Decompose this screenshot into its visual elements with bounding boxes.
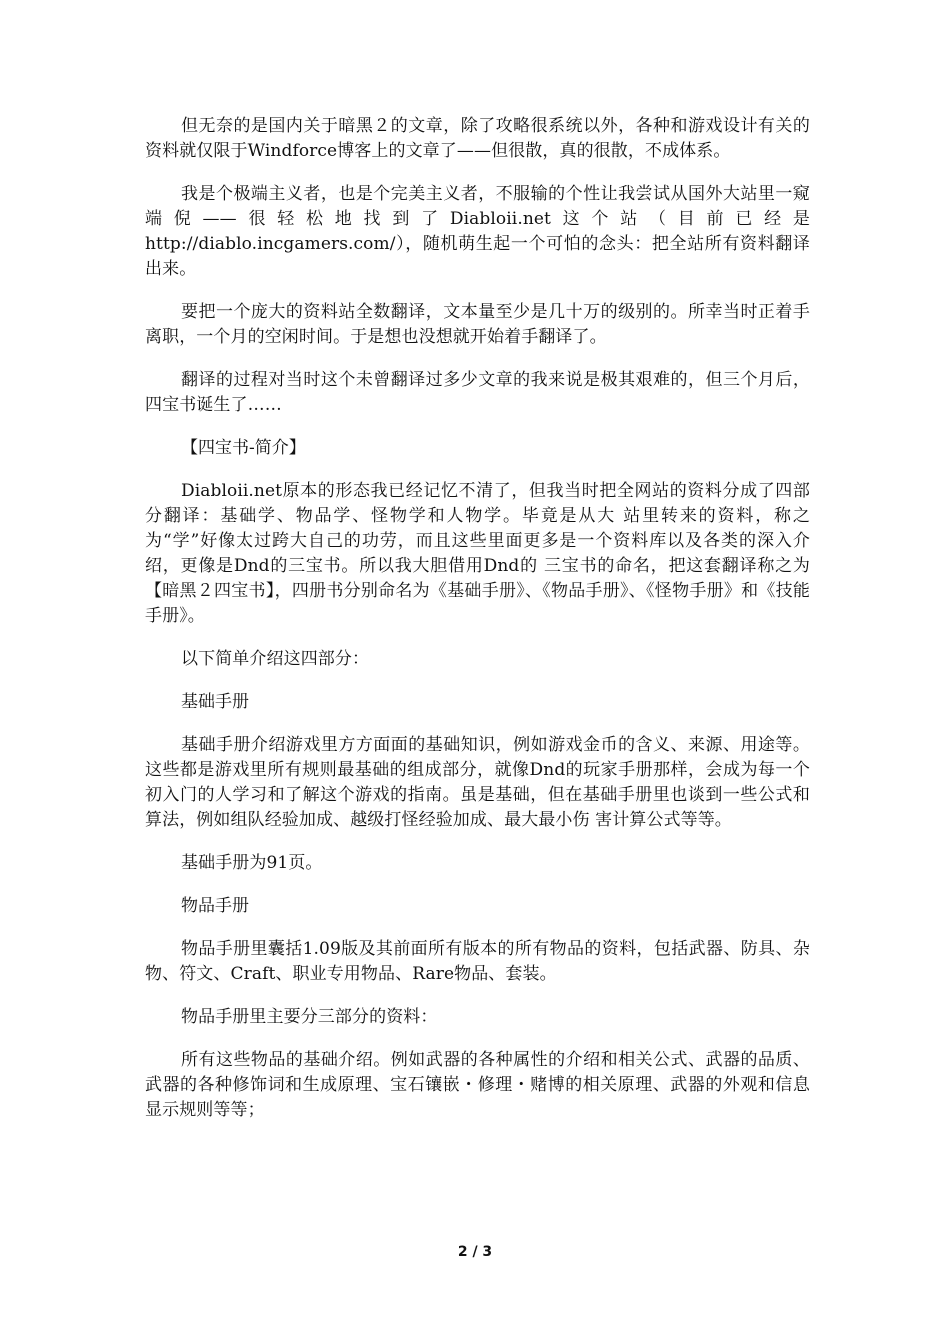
paragraph: 基础手册介绍游戏里方方面面的基础知识，例如游戏金币的含义、来源、用途等。这些都是游戏里所有规则最基础的组成部分，就像Dnd的玩家手册那样，会成为每一个初入门的人学习和了解这个游戏的指南。虽是基础，但在基础手册里也谈到一些公式和算法，例如组队经验加成、越级打怪经验加成、最大最小伤 害计算公式等等。 — [145, 735, 810, 830]
section-heading-basic-manual: 基础手册 — [181, 692, 249, 712]
paragraph: 物品手册里主要分三部分的资料： — [181, 1007, 438, 1027]
paragraph: 要把一个庞大的资料站全数翻译，文本量至少是几十万的级别的。所幸当时正着手离职，一个月的空闲时间。于是想也没想就开始着手翻译了。 — [145, 302, 810, 347]
paragraph: 所有这些物品的基础介绍。例如武器的各种属性的介绍和相关公式、武器的品质、武器的各种修饰词和生成原理、宝石镶嵌・修理・赌博的相关原理、武器的外观和信息显示规则等等； — [145, 1050, 810, 1120]
section-heading-intro: 【四宝书-简介】 — [181, 438, 306, 458]
paragraph: Diabloii.net原本的形态我已经记忆不清了，但我当时把全网站的资料分成了四部分翻译：基础学、物品学、怪物学和人物学。毕竟是从大 站里转来的资料，称之为“学”好像太过跨大自己的功劳，而且这些里面更多是一个资料库以及各类的深入介绍，更像是Dnd的三宝书。所以我大胆借用Dnd的 三宝书的命名，把这套翻译称之为【暗黑２四宝书】，四册书分别命名为《基础手册》、《物品手册》、《怪物手册》和《技能手册》。 — [145, 481, 810, 626]
paragraph: 物品手册里囊括1.09版及其前面所有版本的所有物品的资料，包括武器、防具、杂物、符文、Craft、职业专用物品、Rare物品、套装。 — [145, 939, 810, 984]
paragraph: 以下简单介绍这四部分： — [181, 649, 370, 669]
paragraph: 翻译的过程对当时这个未曾翻译过多少文章的我来说是极其艰难的，但三个月后，四宝书诞生了…… — [145, 370, 810, 415]
section-heading-item-manual: 物品手册 — [181, 896, 249, 916]
paragraph: 基础手册为91页。 — [181, 853, 323, 873]
paragraph: 但无奈的是国内关于暗黑２的文章，除了攻略很系统以外，各种和游戏设计有关的资料就仅限于Windforce博客上的文章了——但很散，真的很散，不成体系。 — [145, 116, 810, 161]
document-body — [145, 114, 810, 1141]
paragraph: 我是个极端主义者，也是个完美主义者，不服输的个性让我尝试从国外大站里一窥端倪——很轻松地找到了Diabloii.net这个站（目前已经是http://diablo.incgamers.com/），随机萌生起一个可怕的念头：把全站所有资料翻译出来。 — [145, 184, 810, 279]
page-number: 2 / 3 — [457, 1244, 493, 1260]
